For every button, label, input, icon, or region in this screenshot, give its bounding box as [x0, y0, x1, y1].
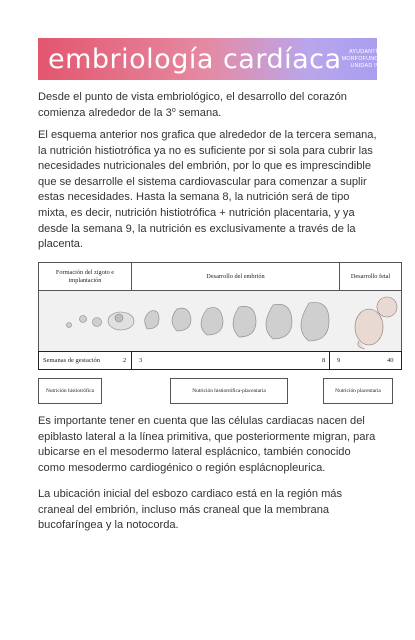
week-number: 8 [322, 357, 326, 364]
embryo-week-4 [172, 308, 191, 331]
subtitle-line: MORFOFUNCIÓN [341, 55, 389, 62]
zygote-cell [80, 316, 87, 323]
zygote-cell [67, 323, 72, 328]
embryo-illustration-strip [38, 291, 402, 351]
subtitle-line: AYUDANTÍA [348, 48, 382, 55]
week-divider [131, 352, 132, 369]
gestation-diagram [38, 262, 402, 406]
nutrition-placental: Nutrición placentaria [323, 378, 393, 404]
header-embryo: Desarrollo del embrión [132, 262, 340, 291]
paragraph-nutrition: El esquema anterior nos grafica que alrededor de la tercera semana, la nutrición histiotrófica ya no es suficiente por si sola para cubrir las necesidades nutricionales del embrión, por lo que es imprescindible que se desarrolle el sistema cardiovascular para comenzar a suplir estas necesidades. Hasta la semana 8, la nutrición será de tipo mixta, es decir, nutrición histiotrófica + nutrición placentaria, y ya desde la semana 9, la nutrición es exclusivamente a través de la placenta. [38, 129, 377, 251]
paragraph-intro [38, 90, 380, 121]
embryo-week-6 [233, 306, 256, 337]
embryo-week-5 [201, 308, 223, 336]
week-number: 9 [337, 357, 341, 364]
page-title: embriología cardíaca [48, 43, 342, 75]
embryo-week-3 [145, 311, 159, 329]
nutrition-boxes [38, 378, 402, 406]
paragraph-intro-text: Desde el punto de vista embriológico, el desarrollo del corazón comienza alrededor de la 3 [38, 91, 347, 119]
week-number: 2 [123, 357, 127, 364]
week-divider [329, 352, 330, 369]
header-subtitle [342, 49, 389, 70]
week-number: 40 [387, 357, 394, 364]
embryo-week-8 [301, 302, 329, 341]
header-zygote: Formación del zigoto e implantación [38, 262, 132, 291]
nutrition-mixed: Nutrición histiotrófica-placentaria [170, 378, 288, 404]
blastocyst-core [115, 314, 123, 322]
nutrition-histiotrophic: Nutrición histiotrófica [38, 378, 102, 404]
paragraph-intro-end: semana. [175, 106, 222, 119]
gestation-weeks-row [38, 351, 402, 370]
week-number: 3 [139, 357, 143, 364]
embryo-illustrations [39, 291, 401, 351]
subtitle-line: UNIDAD IV [350, 62, 380, 69]
fetus-head [377, 297, 397, 317]
paragraph-cardiac-location: La ubicación inicial del esbozo cardiaco está en la región más craneal del embrión, incluso más craneal que la membrana bucofaríngea y la notocorda. [38, 488, 343, 532]
fetus-body [355, 309, 383, 345]
header-fetal: Desarrollo fetal [340, 262, 402, 291]
ordinal-sup: o [171, 106, 176, 114]
embryo-week-7 [266, 304, 292, 339]
header-banner [38, 38, 389, 80]
paragraph-cardiac-cells: Es importante tener en cuenta que las células cardiacas nacen del epiblasto lateral a la línea primitiva, que posteriormente migran, para ubicarse en el mesodermo lateral esplácnico, también conocido como mesodermo cardiogénico o región esplácnopleurica. [38, 415, 376, 474]
morula [93, 318, 102, 327]
weeks-label: Semanas de gestación [43, 357, 101, 364]
